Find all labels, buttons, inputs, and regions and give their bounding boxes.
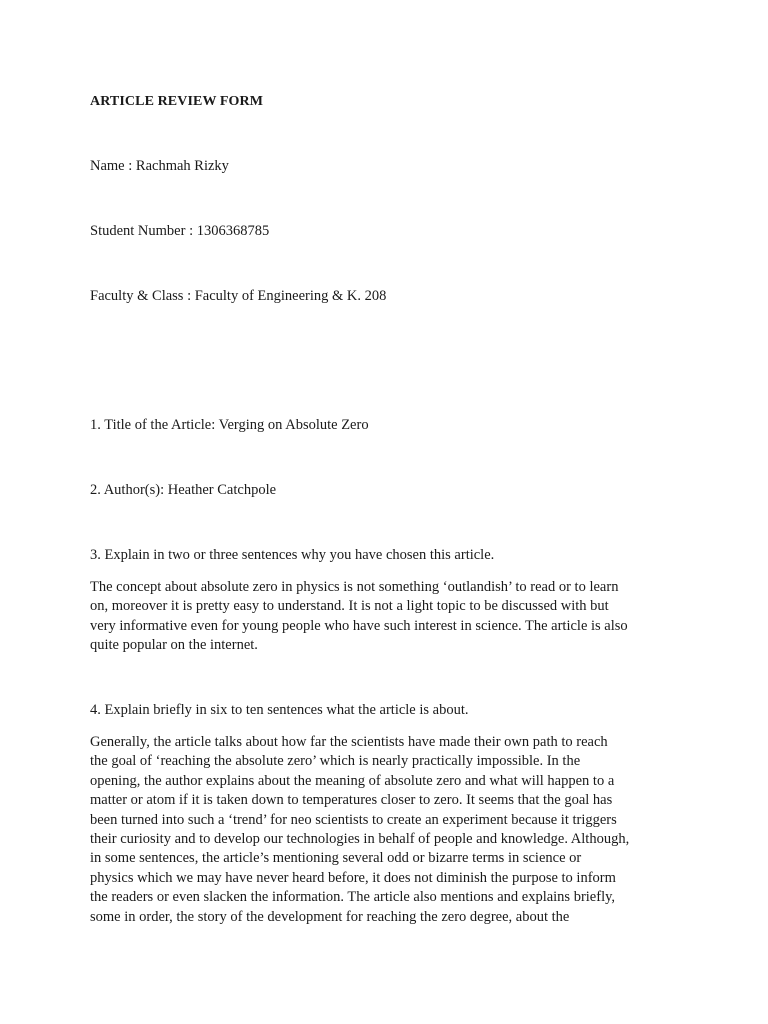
answer-line: in some sentences, the article’s mentioning several odd or bizarre terms in science or [90,850,582,867]
answer-line: their curiosity and to develop our technologies in behalf of people and knowledge. Although, [90,831,630,848]
answer-line: quite popular on the internet. [90,637,258,654]
answer-line: been turned into such a ‘trend’ for neo scientists to create an experiment because it triggers [90,811,617,828]
answer-line: very informative even for young people who have such interest in science. The article is also [90,617,628,634]
answer-line: the readers or even slacken the information. The article also mentions and explains briefly, [90,889,616,906]
answer-line: opening, the author explains about the meaning of absolute zero and what will happen to a [90,772,615,789]
answer-line: physics which we may have never heard before, it does not diminish the purpose to inform [90,869,616,886]
answer-line: some in order, the story of the development for reaching the zero degree, about the [90,908,570,925]
answer-line: Generally, the article talks about how far the scientists have made their own path to reach [90,734,608,750]
answer-line: the goal of ‘reaching the absolute zero’ which is nearly practically impossible. In the [90,753,581,770]
question-3-answer [90,578,690,656]
student-number-line: Student Number : 1306368785 [90,223,270,239]
name-line: Name : Rachmah Rizky [90,158,229,174]
question-1-title: 1. Title of the Article: Verging on Absolute Zero [90,417,369,433]
question-3-prompt: 3. Explain in two or three sentences why you have chosen this article. [90,547,495,563]
answer-line: The concept about absolute zero in physics is not something ‘outlandish’ to read or to learn [90,579,619,595]
faculty-class-line: Faculty & Class : Faculty of Engineering & K. 208 [90,288,387,304]
form-title: ARTICLE REVIEW FORM [90,94,264,109]
question-2-authors: 2. Author(s): Heather Catchpole [90,482,277,498]
question-4-answer [90,733,690,927]
answer-line: matter or atom if it is taken down to temperatures closer to zero. It seems that the goal has [90,792,613,809]
question-4-prompt: 4. Explain briefly in six to ten sentences what the article is about. [90,702,469,718]
answer-line: on, moreover it is pretty easy to understand. It is not a light topic to be discussed with but [90,598,609,615]
